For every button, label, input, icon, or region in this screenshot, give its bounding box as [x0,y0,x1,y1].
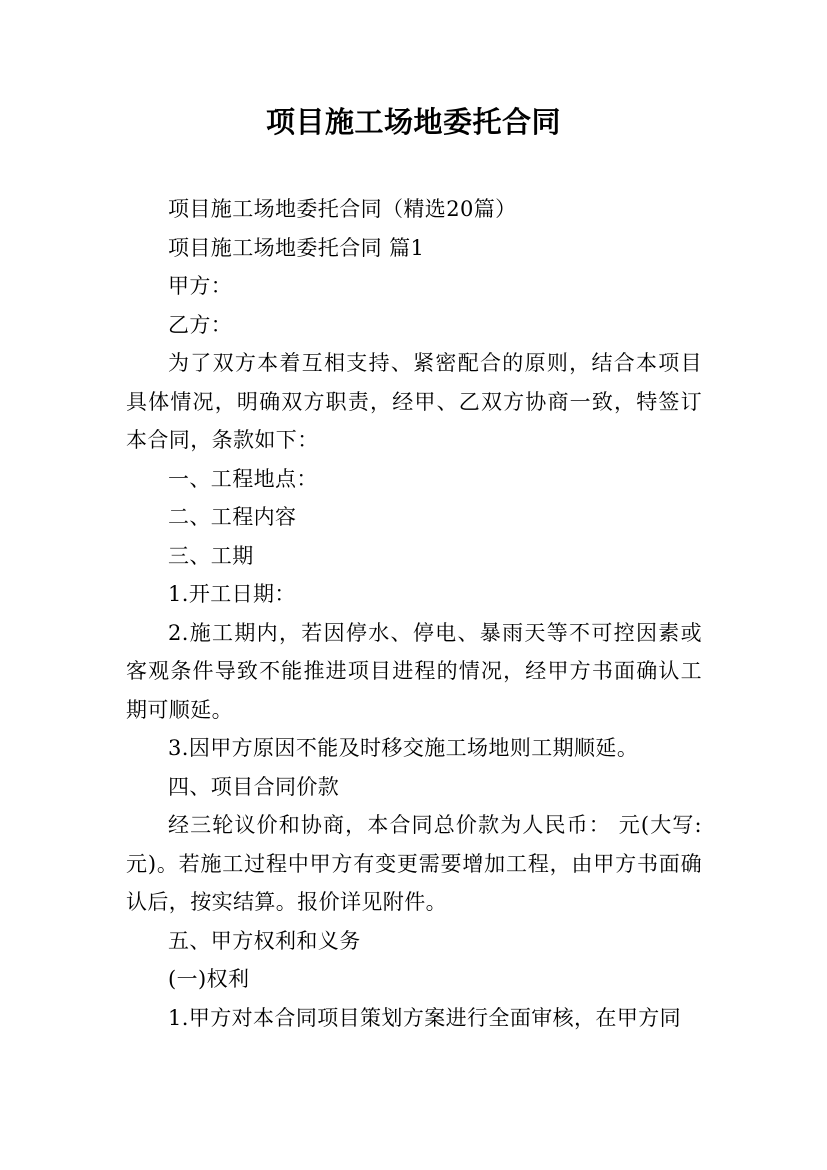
paragraph-clause-3: 三、工期 [168,543,254,568]
paragraph-clause-1: 一、工程地点： [168,466,318,491]
document-title: 项目施工场地委托合同 [265,105,561,139]
paragraph-section-heading: 项目施工场地委托合同 篇1 [168,235,425,260]
paragraph-clause-4-text: 经三轮议价和协商，本合同总价款为人民币： 元(大写: 元)。若施工过程中甲方有变更需要增加工程，由甲方书面确认后，按实结算。报价详见附件。 [126,813,702,914]
paragraph-clause-3-item-1: 1.开工日期： [168,582,296,606]
paragraph-clause-5-sub-1: (一)权利 [168,967,250,991]
paragraph-preamble: 为了双方本着互相支持、紧密配合的原则，结合本项目具体情况，明确双方职责，经甲、乙双方协商一致，特签订本合同，条款如下： [126,351,702,452]
paragraph-party-b: 乙方： [168,312,233,337]
document-body [126,190,702,1037]
paragraph-clause-2: 二、工程内容 [168,505,297,529]
paragraph-clause-3-item-3: 3.因甲方原因不能及时移交施工场地则工期顺延。 [168,736,639,760]
paragraph-clause-4: 四、项目合同价款 [168,774,340,799]
paragraph-subtitle: 项目施工场地委托合同（精选20篇） [168,197,517,221]
paragraph-clause-5: 五、甲方权利和义务 [168,928,361,953]
paragraph-clause-3-item-2: 2.施工期内，若因停水、停电、暴雨天等不可控因素或客观条件导致不能推进项目进程的情况，经甲方书面确认工期可顺延。 [126,620,702,722]
paragraph-party-a: 甲方： [168,274,233,298]
paragraph-clause-5-sub-1-item-1: 1.甲方对本合同项目策划方案进行全面审核，在甲方同 [168,1005,682,1030]
